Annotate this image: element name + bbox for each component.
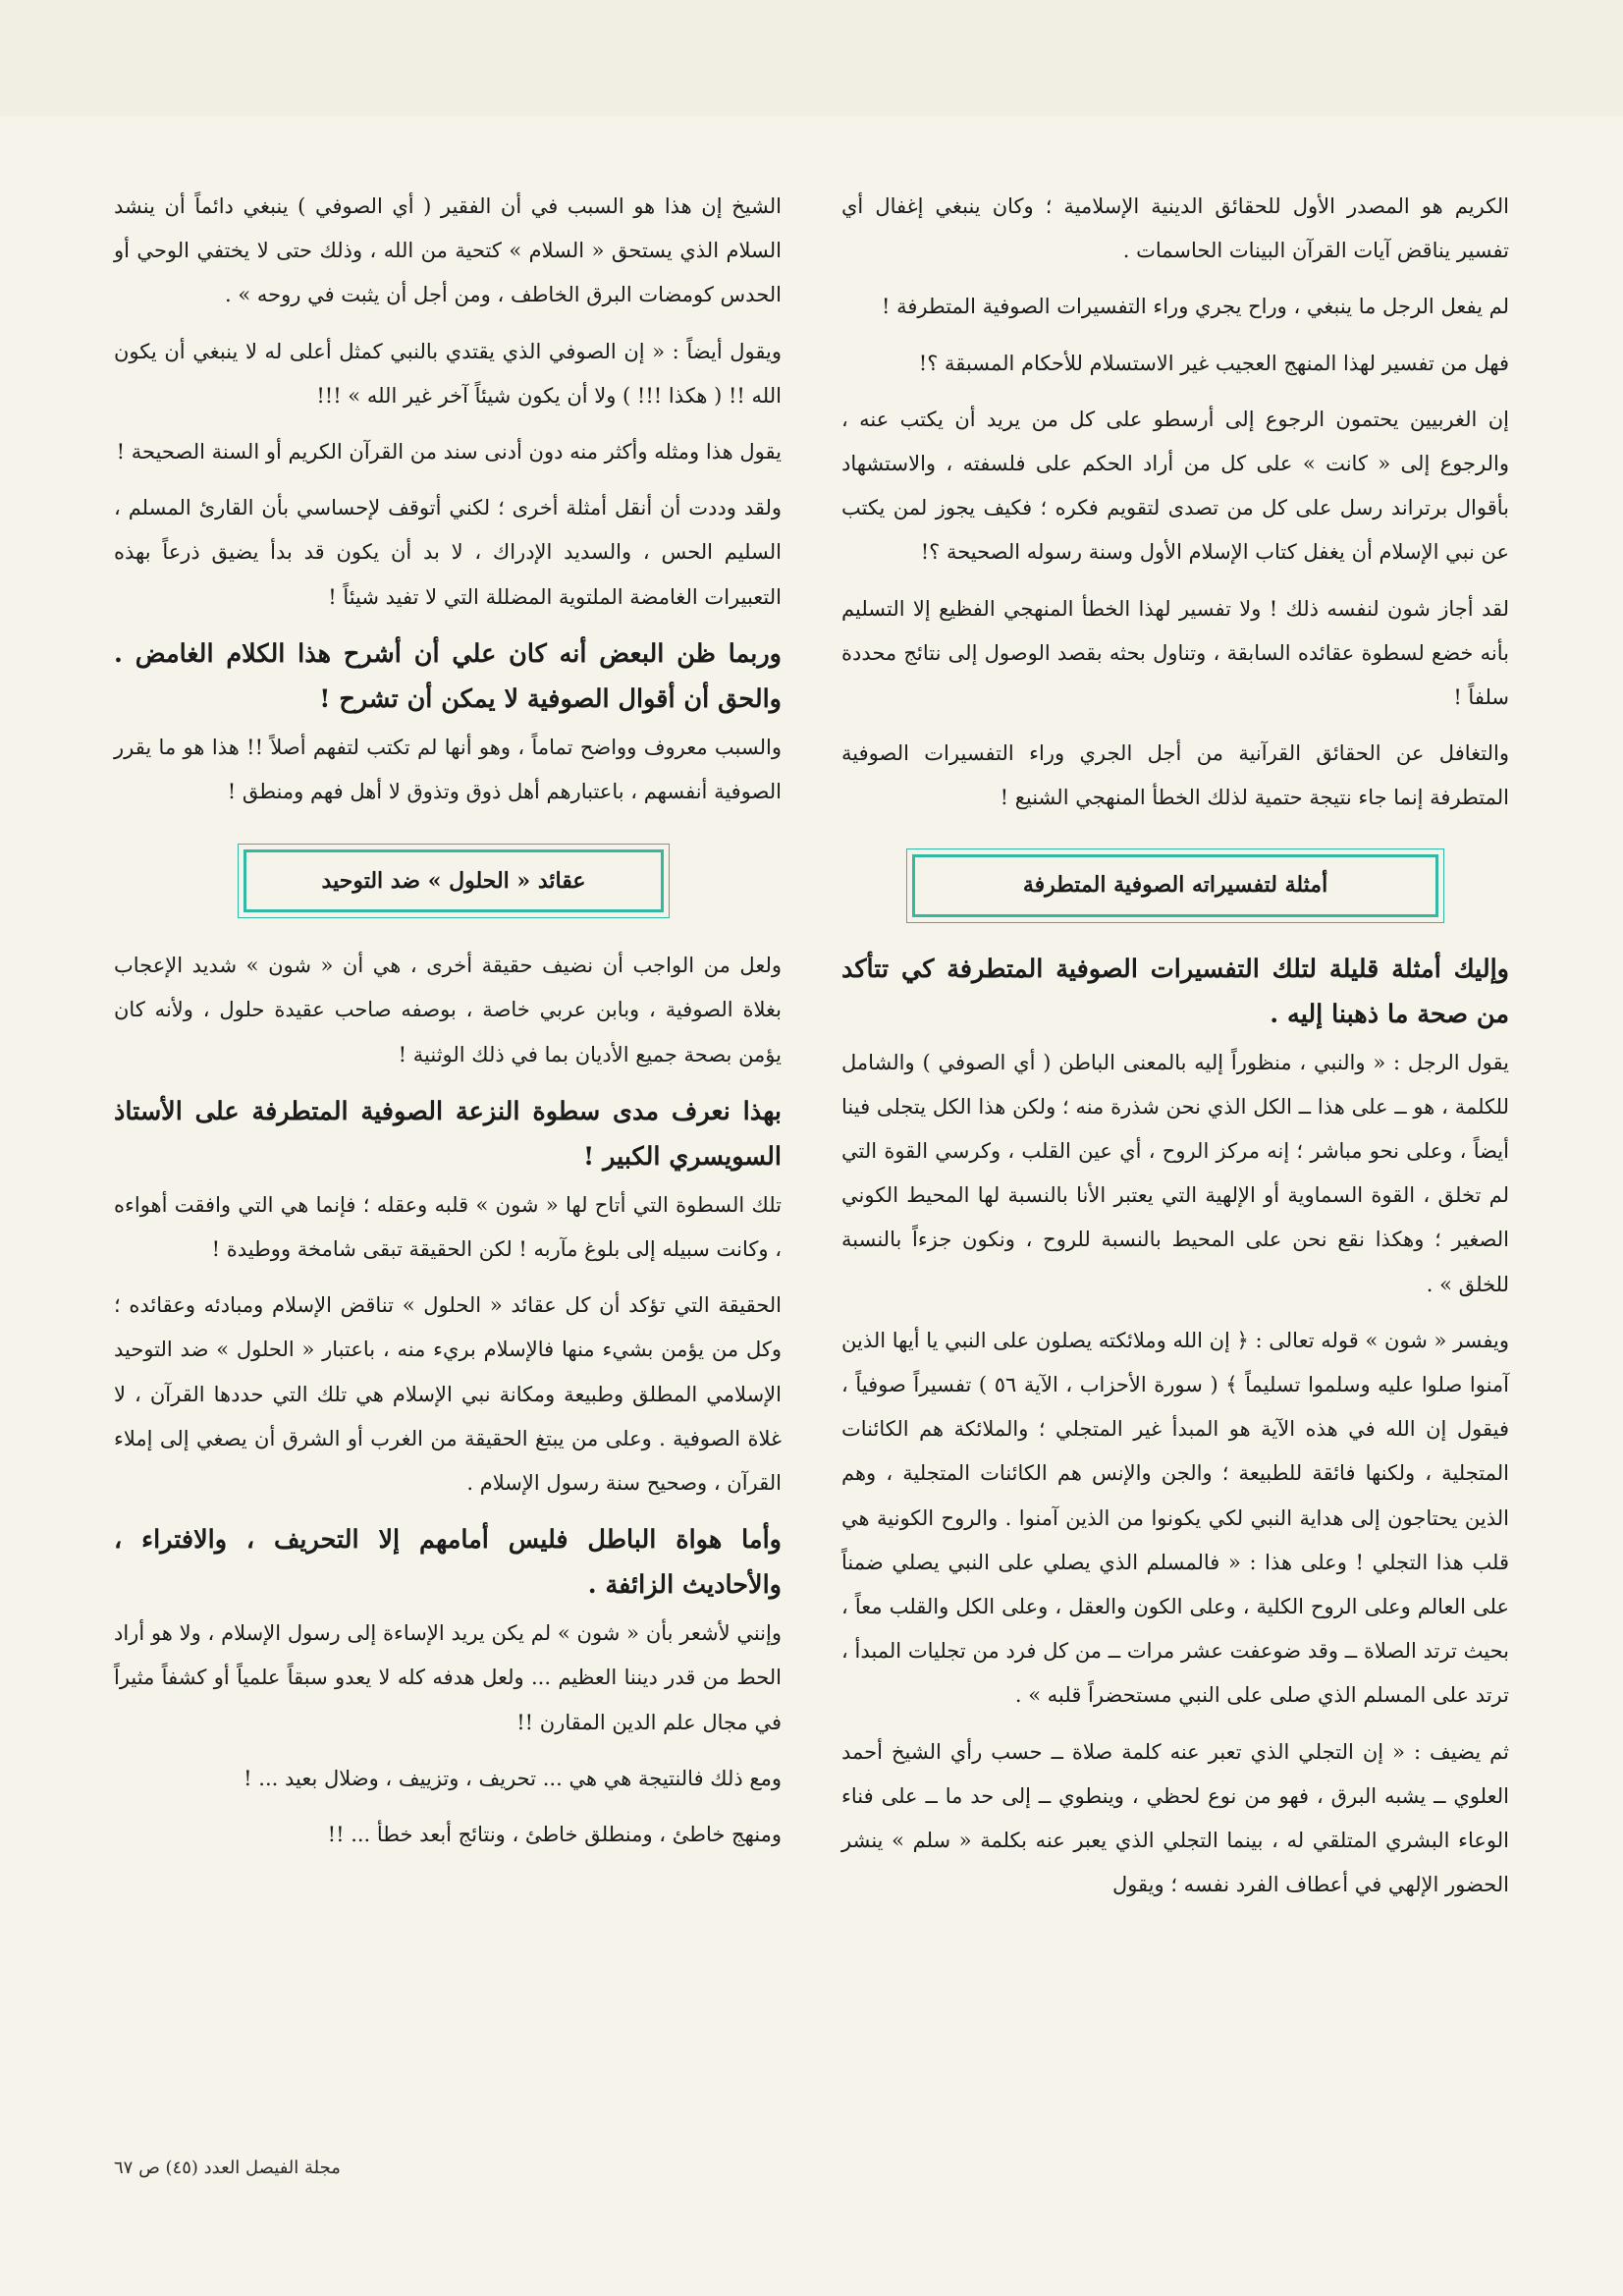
paragraph: لقد أجاز شون لنفسه ذلك ! ولا تفسير لهذا الخطأ المنهجي الفظيع إلا التسليم بأنه خضع لسطوة عقائده السابقة ، وتناول بحثه بقصد الوصول إلى نتائج محددة سلفاً ! <box>841 596 1509 710</box>
paragraph: والتغافل عن الحقائق القرآنية من أجل الجري وراء التفسيرات الصوفية المتطرفة إنما جاء نتيجة حتمية لذلك الخطأ المنهجي الشنيع ! <box>841 741 1509 810</box>
lead-paragraph: بهذا نعرف مدى سطوة النزعة الصوفية المتطرفة على الأستاذ السويسري الكبير ! <box>114 1096 782 1172</box>
paragraph: لم يفعل الرجل ما ينبغي ، وراح يجري وراء التفسيرات الصوفية المتطرفة ! <box>882 295 1509 319</box>
paragraph: ويفسر « شون » قوله تعالى : ﴿ إن الله وملائكته يصلون على النبي يا أيها الذين آمنوا صلوا عليه وسلموا تسليماً ﴾ ( سورة الأحزاب ، الآية ٥٦ ) تفسيراً صوفياً ، فيقول إن الله في هذه الآية هو المبدأ غير المتجلي ؛ والملائكة هم الكائنات المتجلية ، ولكنها فائقة للطبيعة ؛ والجن والإنس هم الكائنات المتجلية ، وهم الذين يحتاجون إلى هداية النبي لكي يكونوا من الذين آمنوا . والروح الكونية هي قلب هذا التجلي ! وعلى هذا : « فالمسلم الذي يصلي على النبي يصلي ضمناً على العالم وعلى الروح الكلية ، وعلى الكون والعقل ، وعلى الكل والقلب معاً ، بحيث ترتد الصلاة ــ وقد ضوعفت عشر مرات ــ من كل فرد من تجليات المبدأ ، ترتد على المسلم الذي صلى على النبي مستحضراً قلبه » . <box>841 1328 1509 1708</box>
paragraph: ولعل من الواجب أن نضيف حقيقة أخرى ، هي أن « شون » شديد الإعجاب بغلاة الصوفية ، وبابن عربي خاصة ، بوصفه صاحب عقيدة حلول ، ولأنه كان يؤمن بصحة جميع الأديان بما في ذلك الوثنية ! <box>114 954 782 1066</box>
paragraph: الكريم هو المصدر الأول للحقائق الدينية الإسلامية ؛ وكان ينبغي إغفال أي تفسير يناقض آيات القرآن البينات الحاسمات . <box>841 194 1509 263</box>
paragraph: ولقد وددت أن أنقل أمثلة أخرى ؛ لكني أتوقف لإحساسي بأن القارئ المسلم ، السليم الحس ، والسديد الإدراك ، لا بد أن يكون قد بدأ يضيق ذرعاً بهذه التعبيرات الغامضة الملتوية المضللة التي لا تفيد شيئاً ! <box>114 496 782 609</box>
lead-paragraph: وأما هواة الباطل فليس أمامهم إلا التحريف ، والافتراء ، والأحاديث الزائفة . <box>114 1525 782 1601</box>
paragraph: تلك السطوة التي أتاح لها « شون » قلبه وعقله ؛ فإنما هي التي وافقت أهواءه ، وكانت سبيله إلى بلوغ مآربه ! لكن الحقيقة تبقى شامخة ووطيدة ! <box>114 1192 782 1262</box>
paragraph: ويقول أيضاً : « إن الصوفي الذي يقتدي بالنبي كمثل أعلى له لا ينبغي أن يكون الله !! ( هكذا !!! ) ولا أن يكون شيئاً آخر غير الله » !!! <box>114 339 782 408</box>
paragraph: يقول الرجل : « والنبي ، منظوراً إليه بالمعنى الباطن ( أي الصوفي ) والشامل للكلمة ، هو ــ على هذا ــ الكل الذي نحن شذرة منه ؛ ولكن هذا الكل يتجلى فينا أيضاً ، وعلى نحو مباشر ؛ إنه مركز الروح ، أي عين القلب ، وكرسي القوة التي لم تخلق ، القوة السماوية أو الإلهية التي يعتبر الأنا بالنسبة لها المحيط الكوني الصغير ؛ وهكذا نقع نحن على المحيط بالنسبة للروح ، ونكون جزءاً بالنسبة للخلق » . <box>841 1050 1509 1296</box>
right-column <box>841 185 1509 1920</box>
section-heading-examples: أمثلة لتفسيراته الصوفية المتطرفة <box>912 854 1438 917</box>
paragraph: ومع ذلك فالنتيجة هي هي ... تحريف ، وتزييف ، وضلال بعيد ... ! <box>243 1766 782 1790</box>
paragraph: ثم يضيف : « إن التجلي الذي تعبر عنه كلمة صلاة ــ حسب رأي الشيخ أحمد العلوي ــ يشبه البرق ، فهو من نوع لحظي ، وينطوي ــ إلى حد ما ــ على فناء الوعاء البشري المتلقي له ، بينما التجلي الذي يعبر عنه بكلمة « سلم » ينشر الحضور الإلهي في أعطاف الفرد نفسه ؛ ويقول <box>841 1739 1509 1897</box>
paragraph: ومنهج خاطئ ، ومنطلق خاطئ ، ونتائج أبعد خطأ ... !! <box>327 1823 782 1847</box>
paragraph: الحقيقة التي تؤكد أن كل عقائد « الحلول » تناقض الإسلام ومبادئه وعقائده ؛ وكل من يؤمن بشيء منها فالإسلام بريء منه ، باعتبار « الحلول » ضد التوحيد الإسلامي المطلق وطبيعة ومكانة نبي الإسلام هي تلك التي حددها القرآن ، لا غلاة الصوفية . وعلى من يبتغ الحقيقة من الغرب أو الشرق أن يصغي إلى إملاء القرآن ، وصحيح سنة رسول الإسلام . <box>114 1293 782 1496</box>
paragraph: إن الغربيين يحتمون الرجوع إلى أرسطو على كل من يريد أن يكتب عنه ، والرجوع إلى « كانت » على كل من أراد الحكم على فلسفته ، والاستشهاد بأقوال برتراند رسل على كل من تصدى لتقويم فكره ؛ فكيف يجوز لمن يكتب عن نبي الإسلام أن يغفل كتاب الإسلام الأول وسنة رسوله الصحيحة ؟! <box>841 407 1509 565</box>
paragraph: يقول هذا ومثله وأكثر منه دون أدنى سند من القرآن الكريم أو السنة الصحيحة ! <box>116 440 782 465</box>
paragraph: والسبب معروف وواضح تماماً ، وهو أنها لم تكتب لتفهم أصلاً !! هذا هو ما يقرر الصوفية أنفسهم ، باعتبارهم أهل ذوق وتذوق لا أهل فهم ومنطق ! <box>114 735 782 804</box>
paragraph: فهل من تفسير لهذا المنهج العجيب غير الاستسلام للأحكام المسبقة ؟! <box>918 351 1509 375</box>
paragraph: وإنني لأشعر بأن « شون » لم يكن يريد الإساءة إلى رسول الإسلام ، ولا هو أراد الحط من قدر ديننا العظيم ... ولعل هدفه كله لا يعدو سبقاً علمياً أو كشفاً مثيراً في مجال علم الدين المقارن !! <box>114 1621 782 1734</box>
left-column <box>114 185 782 1869</box>
page-top-band <box>0 0 1623 116</box>
lead-paragraph: وإليك أمثلة قليلة لتلك التفسيرات الصوفية المتطرفة كي تتأكد من صحة ما ذهبنا إليه . <box>841 954 1509 1029</box>
page-footer: مجلة الفيصل العدد (٤٥) ص ٦٧ <box>114 2158 341 2178</box>
lead-paragraph: وربما ظن البعض أنه كان علي أن أشرح هذا الكلام الغامض . والحق أن أقوال الصوفية لا يمكن أن تشرح ! <box>114 638 782 714</box>
paragraph: الشيخ إن هذا هو السبب في أن الفقير ( أي الصوفي ) ينبغي دائماً أن ينشد السلام الذي يستحق « السلام » كتحية من الله ، وذلك حتى لا يختفي الوحي أو الحدس كومضات البرق الخاطف ، ومن أجل أن يثبت في روحه » . <box>114 194 782 307</box>
section-heading-hulul: عقائد « الحلول » ضد التوحيد <box>243 849 664 912</box>
